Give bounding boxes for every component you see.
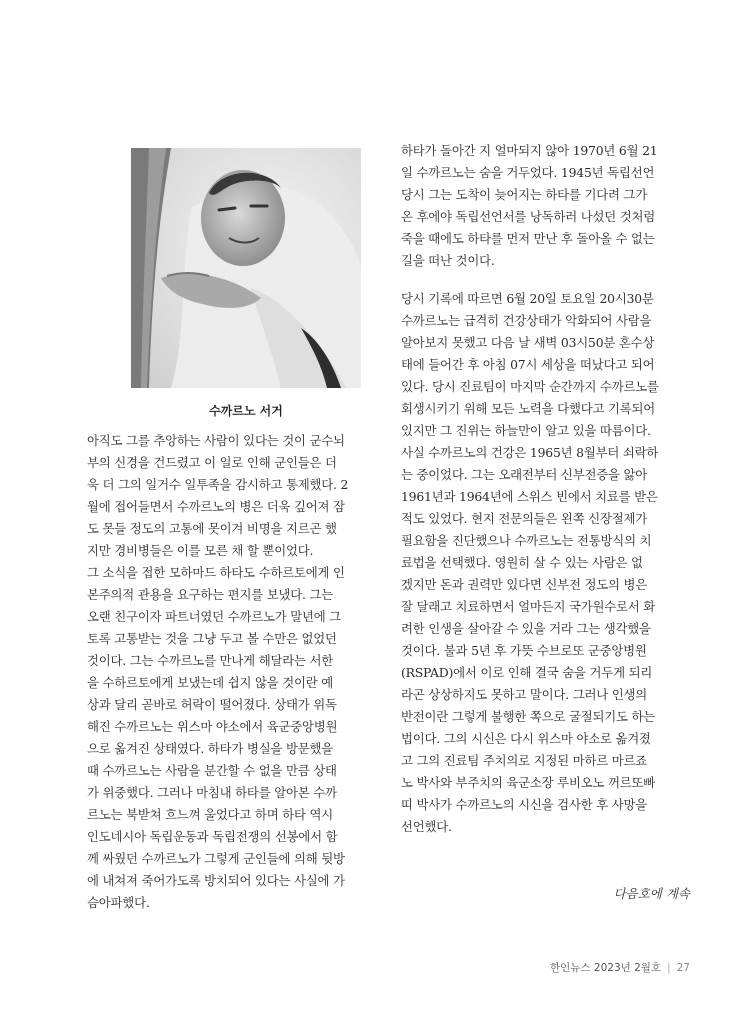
continued-note: 다음호에 계속 [613, 886, 690, 901]
text-line: 알아보지 못했고 다음 날 새벽 03시50분 혼수상 [401, 335, 655, 350]
text-line: 슴아파했다. [87, 895, 150, 910]
text-line: 본주의적 관용을 요구하는 편지를 보냈다. 그는 [87, 587, 334, 602]
text-line: 온 후에야 독립선언서를 낭독하러 나섰던 것처럼 [401, 209, 656, 224]
text-line: 것이다. 그는 수까르노를 만나게 해달라는 서한 [87, 653, 334, 668]
text-line: 월에 접어들면서 수까르노의 병은 더욱 깊어져 잠 [87, 499, 345, 514]
text-line: 지만 경비병들은 이를 모른 채 할 뿐이었다. [87, 543, 314, 558]
text-line: 적도 있었다. 현지 전문의들은 왼쪽 신장절제가 [401, 511, 648, 526]
text-line: 욱 더 그의 일거수 일투족을 감시하고 통제했다. 2 [87, 477, 349, 492]
text-line: 하타가 돌아간 지 얼마되지 않아 1970년 6월 21 [401, 143, 658, 158]
text-line: 길을 떠난 것이다. [401, 253, 495, 268]
text-line: 태에 들어간 후 아침 07시 세상을 떠났다고 되어 [401, 357, 655, 372]
right-paragraph-2 [401, 288, 697, 442]
text-line: 인도네시아 독립운동과 독립전쟁의 선봉에서 함 [87, 829, 338, 844]
text-line: 당시 그는 도착이 늦어지는 하타를 기다려 그가 [401, 187, 648, 202]
text-line: 1961년과 1964년에 스위스 빈에서 치료를 받은 [401, 489, 658, 504]
text-line: 그 소식을 접한 모하마드 하타도 수하르토에게 인 [87, 565, 345, 580]
text-line: 께 싸웠던 수까르노가 그렇게 군인들에 의해 뒷방 [87, 851, 345, 866]
text-line: 회생시키기 위해 모든 노력을 다했다고 기록되어 [401, 401, 656, 416]
text-line: 상과 달리 곧바로 허락이 떨어졌다. 상태가 위독 [87, 697, 337, 712]
text-line: 때 수까르노는 사람을 분간할 수 없을 만큼 상태 [87, 763, 337, 778]
text-line: 도 못들 정도의 고통에 못이겨 비명을 지르곤 했 [87, 521, 337, 536]
paragraph-spacer [401, 272, 697, 288]
text-line: 잘 달래고 치료하면서 얼마든지 국가원수로서 화 [401, 599, 656, 614]
right-paragraph-1 [401, 140, 697, 272]
text-line: 고 그의 진료팀 주치의로 지정된 마하르 마르죠 [401, 753, 648, 768]
text-line: 가 위중했다. 그러나 마침내 하타를 알아본 수까 [87, 785, 337, 800]
text-line: 료법을 선택했다. 영원히 살 수 있는 사람은 없 [401, 555, 643, 570]
text-line: 오랜 친구이자 파트너였던 수까르노가 말년에 그 [87, 609, 342, 624]
text-line: 법이다. 그의 시신은 다시 위스마 야소로 옮겨졌 [401, 731, 651, 746]
text-line: 는 중이었다. 그는 오래전부터 신부전증을 앓아 [401, 467, 648, 482]
text-line: 필요함을 진단했으나 수까르노는 전통방식의 치 [401, 533, 652, 548]
left-column [87, 430, 383, 914]
text-line: 려한 인생을 살아갈 수 있을 거라 그는 생각했을 [401, 621, 651, 636]
text-line: 아직도 그를 추앙하는 사람이 있다는 것이 군수뇌 [87, 433, 345, 448]
text-line: 수까르노는 급격히 건강상태가 악화되어 사람을 [401, 313, 652, 328]
text-line: 토록 고통받는 것을 그냥 두고 볼 수만은 없었던 [87, 631, 337, 646]
text-line: 노 박사와 부주치의 육군소장 루비오노 꺼르또빠 [401, 775, 656, 790]
text-line: 해진 수까르노는 위스마 야소에서 육군중앙병원 [87, 719, 338, 734]
publication-name: 한인뉴스 2023년 2월호 [550, 962, 662, 974]
text-line: 부의 신경을 건드렸고 이 일로 인해 군인들은 더 [87, 455, 337, 470]
text-line: 사실 수까르노의 건강은 1965년 8월부터 쇠락하 [401, 445, 659, 460]
text-line: 을 수하르토에게 보냈는데 쉽지 않을 것이란 예 [87, 675, 334, 690]
right-column [401, 140, 697, 838]
footer-separator: | [667, 962, 671, 974]
photo-sukarno [131, 148, 361, 388]
text-line: 으로 옮겨진 상태였다. 하타가 병실을 방문했을 [87, 741, 334, 756]
page-footer [470, 960, 690, 975]
right-paragraph-3 [401, 442, 697, 838]
left-paragraph-1 [87, 430, 383, 562]
page-number: 27 [676, 962, 690, 974]
photo-image [131, 148, 361, 388]
text-line: 에 내쳐져 죽어가도록 방치되어 있다는 사실에 가 [87, 873, 345, 888]
text-line: 겠지만 돈과 권력만 있다면 신부전 정도의 병은 [401, 577, 648, 592]
text-line: 당시 기록에 따르면 6월 20일 토요일 20시30분 [401, 291, 654, 306]
text-line: 르노는 북받쳐 흐느껴 울었다고 하며 하타 역시 [87, 807, 334, 822]
text-line: 일 수까르노는 숨을 거두었다. 1945년 독립선언 [401, 165, 655, 180]
text-line: 있지만 그 진위는 하늘만이 알고 있을 따름이다. [401, 423, 651, 438]
text-line: 라곤 상상하지도 못하고 말이다. 그러나 인생의 [401, 687, 648, 702]
text-line: 있다. 당시 진료팀이 마지막 순간까지 수까르노를 [401, 379, 659, 394]
left-paragraph-2 [87, 562, 383, 914]
text-line: 죽을 때에도 하타를 먼저 만난 후 돌아올 수 없는 [401, 231, 655, 246]
photo-caption: 수까르노 서거 [209, 404, 283, 418]
text-line: 반전이란 그렇게 불행한 쪽으로 굴절되기도 하는 [401, 709, 656, 724]
text-line: 것이다. 불과 5년 후 가뜻 수브로또 군중앙병원 [401, 643, 647, 658]
text-line: 선언했다. [401, 819, 452, 834]
text-line: 띠 박사가 수까르노의 시신을 검사한 후 사망을 [401, 797, 648, 812]
text-line: (RSPAD)에서 이로 인해 결국 숨을 거두게 되리 [401, 665, 653, 680]
